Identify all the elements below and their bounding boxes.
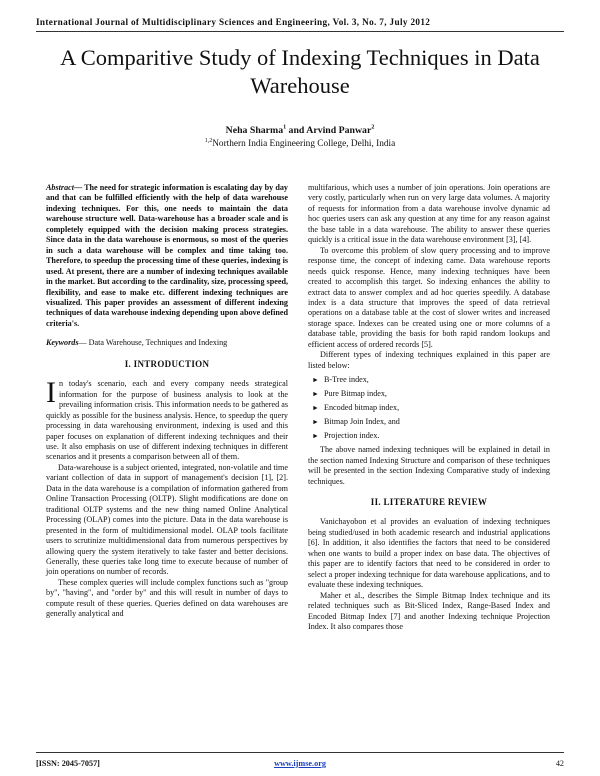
intro-paragraph-5: To overcome this problem of slow query processing and to improve response time, the concept of indexing came. Data warehouse reports needs quick response. Hence, many indexing techniques have been created to accomplish this target. So indexing enhances the ability to extract data to answer complex and ad hoc queries speedily. A database index is a data structure that improves the speed of data retrieval operations on a database table at the cost of slower writes and increased storage space. Indexes can be created using one or more columns of a database table, providing the basis for both rapid random lookups and efficient access of ordered records [5]. [308, 245, 550, 349]
author-1-sup: 1 [283, 124, 287, 131]
intro-paragraph-6: Different types of indexing techniques explained in this paper are listed below: [308, 350, 550, 370]
index-types-list [308, 373, 550, 443]
bullet-icon: ► [312, 376, 319, 385]
page-number: 42 [555, 759, 564, 768]
authors [0, 125, 600, 136]
bullet-icon: ► [312, 404, 319, 413]
intro-paragraph-7: The above named indexing techniques will be explained in detail in the section named Indexing Structure and comparison of these techniques will be presented in the section Indexing Comparative study of indexing techniques. [308, 445, 550, 486]
intro-paragraph-1-text: n today's scenario, each and every company needs strategical information for the purpose of business analysis to look at the prevailing information crisis. This information needs to be gathered as quickly as possible for the business analysis. Hence, to speedup the query processing in data warehousing environment, indexing is used and this paper focuses on explanation of different indexing techniques and their use. It also emphasis on use of different indexing techniques in different scenarios and it presents a comparison between all of them. [46, 379, 288, 462]
intro-paragraph-4: multifarious, which uses a number of join operations. Join operations are very costly, particularly when run on very large data volumes. A majority of requests for information from a data warehouse involve dynamic ad hoc queries users can ask any question at any time for any reason against the base table in a data warehouse. The ability to answer these queries quickly is a critical issue in the data warehouse environment [3], [4]. [308, 183, 550, 245]
list-item-text: Encoded bitmap index, [324, 403, 400, 413]
drop-cap: I [46, 376, 56, 410]
intro-paragraph-2: Data-warehouse is a subject oriented, integrated, non-volatile and time variant collection of data in support of management's decision [1], [2]. Data in the data warehouse is a compilation of information gathered from Online Transaction Processing (OLTP). Slight modifications are done on traditional OLTP systems and the new thing named Online Analytical Processing (OLAP) comes into the picture. Data in the data warehouse is presented in the form of multidimensional model. OLAP tools facilitate users to scrutinize multidimensional data from numerous perspectives by allowing query the system iteratively to take faster and better decisions. Generally, these queries take long time to execute because of number of join operations on number of records. [46, 462, 288, 577]
author-and: and [286, 125, 307, 136]
bullet-icon: ► [312, 432, 319, 441]
list-item [312, 387, 550, 401]
paper-title: A Comparitive Study of Indexing Techniques in Data Warehouse [60, 45, 540, 98]
list-item-text: Bitmap Join Index, and [324, 417, 400, 427]
author-2-sup: 2 [371, 124, 375, 131]
list-item-text: Projection index. [324, 431, 380, 441]
footer-divider [36, 752, 564, 753]
affiliation [0, 139, 600, 149]
affiliation-text: Northern India Engineering College, Delhi, India [212, 139, 396, 149]
intro-paragraph-3: These complex queries will include complex functions such as "group by", "having", and "order by" and this will result in number of days to compute result of these queries. Queries defined on data warehouses are generally analytical and [46, 577, 288, 619]
issn: [ISSN: 2045-7057] [36, 759, 100, 768]
keywords-text: — Data Warehouse, Techniques and Indexing [78, 338, 228, 348]
section-heading-literature-review: II. LITERATURE REVIEW [370, 496, 488, 507]
list-item [312, 415, 550, 429]
list-item [312, 373, 550, 387]
header-divider [36, 31, 564, 32]
author-1: Neha Sharma [225, 125, 284, 136]
right-column [308, 183, 550, 632]
lit-paragraph-1: Vanichayobon et al provides an evaluation of indexing techniques being studied/used in both academic research and industrial applications [6]. In addition, it also identifies the factors that need to be considered when one wants to build a proper index on base data. The objectives of this paper are to identify factors that need to be considered in order to select a proper indexing technique for data warehouse applications, and to evaluate these indexing techniques. [308, 517, 550, 590]
section-heading-introduction: I. INTRODUCTION [124, 358, 210, 369]
lit-paragraph-2: Maher et al., describes the Simple Bitmap Index technique and its related techniques such as Bit-Sliced Index, Range-Based Index and Encoded Bitmap Index [7] and another Indexing technique Projection Index. It also compares those [308, 590, 550, 631]
keywords [46, 338, 288, 348]
author-2: Arvind Panwar [306, 125, 372, 136]
keywords-label: Keywords [46, 338, 79, 348]
abstract [46, 183, 288, 329]
list-item [312, 401, 550, 415]
bullet-icon: ► [312, 390, 319, 399]
affiliation-sup: 1,2 [204, 137, 213, 144]
journal-header: International Journal of Multidisciplinary Sciences and Engineering, Vol. 3, No. 7, July 2012 [36, 17, 431, 27]
list-item-text: B-Tree index, [324, 375, 369, 385]
journal-website-link[interactable]: www.ijmse.org [274, 759, 326, 768]
intro-paragraph-1 [46, 376, 288, 463]
list-item [312, 429, 550, 443]
list-item-text: Pure Bitmap index, [324, 389, 387, 399]
left-column [46, 183, 288, 620]
abstract-text: — The need for strategic information is escalating day by day and that can be fulfilled efficiently with the help of data warehouse indexing techniques. For this, one needs to maintain the data warehouse structure well. Data-warehouse has a broader scale and is completely equipped with the decision making process strategies. Since data in the data warehouse is enormous, so most of the queries in such a data warehouse will be complex and time taking too. Therefore, to speedup the processing time of these queries, indexing is used. At present, there are a number of indexing techniques available in the market. But according to the cardinality, size, processing speed, flexibility, and ease to make etc. different indexing techniques are visualized. This paper provides an assessment of different indexing techniques of data warehouse indexing depending upon above defined criteria's. [46, 183, 288, 328]
abstract-label: Abstract [46, 183, 74, 192]
bullet-icon: ► [312, 418, 319, 427]
